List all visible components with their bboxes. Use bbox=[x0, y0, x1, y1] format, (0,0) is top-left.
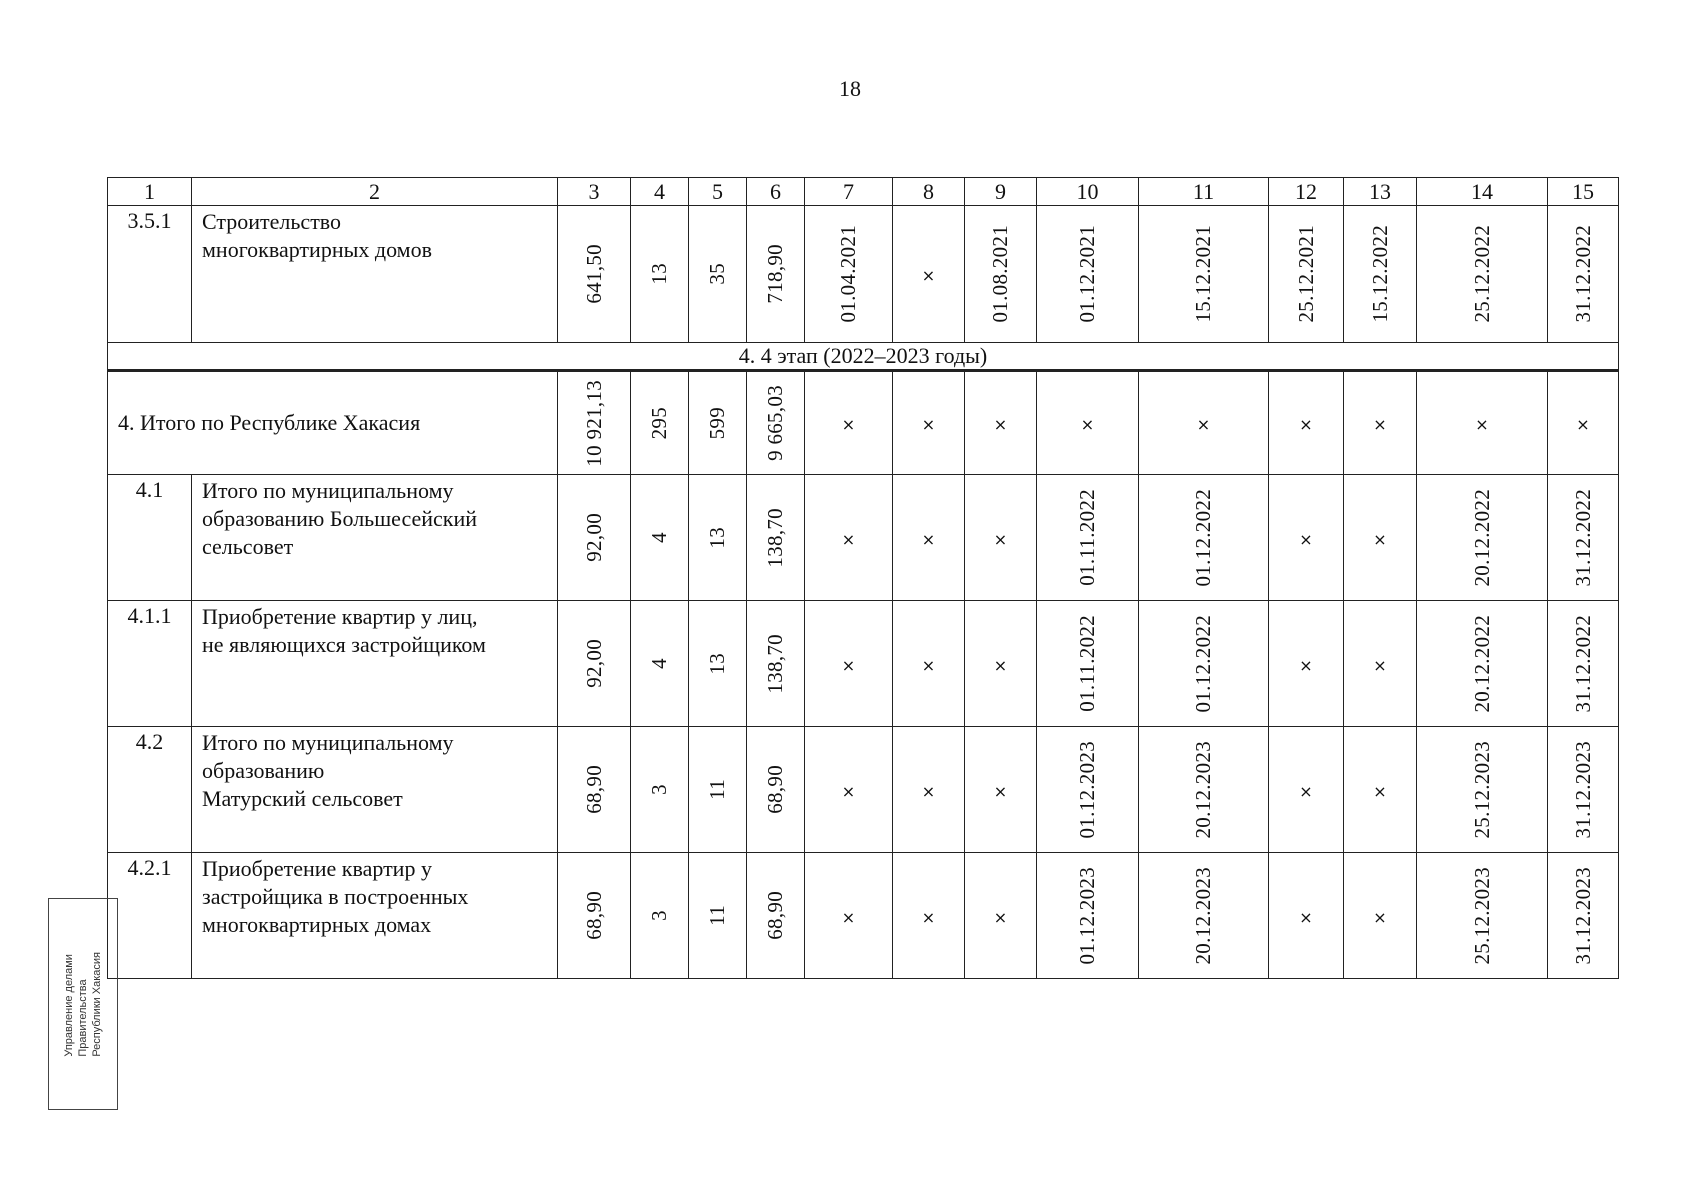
value-cell-12 bbox=[1269, 371, 1344, 475]
value-wrap bbox=[747, 634, 804, 694]
not-applicable-mark: × bbox=[993, 529, 1008, 549]
cell-value: 138,70 bbox=[763, 633, 787, 694]
value-wrap bbox=[689, 407, 746, 439]
header-cell bbox=[747, 178, 805, 206]
not-applicable-mark: × bbox=[993, 907, 1008, 927]
header-cell-label: 9 bbox=[995, 178, 1006, 204]
value-cell-14 bbox=[1417, 475, 1548, 601]
value-cell-11 bbox=[1139, 727, 1269, 853]
value-cell-9 bbox=[965, 601, 1037, 727]
cell-value: 20.12.2022 bbox=[1469, 488, 1494, 587]
not-applicable-mark: × bbox=[1080, 415, 1095, 434]
registration-stamp bbox=[48, 898, 118, 1110]
not-applicable-mark: × bbox=[841, 655, 856, 675]
cell-value: 25.12.2023 bbox=[1469, 866, 1494, 965]
cell-value: 25.12.2021 bbox=[1293, 225, 1318, 323]
cell-value: 599 bbox=[705, 406, 729, 440]
header-cell-label: 2 bbox=[369, 178, 380, 204]
stage-heading: 4. 4 этап (2022–2023 годы) bbox=[738, 343, 988, 368]
not-applicable-mark: × bbox=[1196, 415, 1211, 434]
cell-value: 01.12.2023 bbox=[1075, 866, 1099, 965]
not-applicable-mark: × bbox=[1475, 415, 1489, 434]
row-name-line: многоквартирных домов bbox=[202, 237, 432, 262]
value-wrap bbox=[558, 244, 630, 304]
value-wrap bbox=[1037, 741, 1138, 839]
row-name-line: Итого по муниципальному bbox=[202, 730, 454, 755]
row-number: 4.2.1 bbox=[127, 855, 172, 880]
cell-value: 01.12.2022 bbox=[1191, 614, 1215, 713]
value-wrap bbox=[965, 225, 1036, 323]
value-cell-15 bbox=[1548, 371, 1619, 475]
table-row bbox=[108, 371, 1619, 475]
page-number: 18 bbox=[839, 76, 861, 101]
not-applicable-mark: × bbox=[1299, 529, 1313, 549]
value-cell-15 bbox=[1548, 475, 1619, 601]
cell-value: 13 bbox=[647, 263, 671, 285]
row-name-cell bbox=[192, 206, 558, 343]
row-name-line: образованию Большесейский bbox=[202, 506, 478, 531]
value-cell-11 bbox=[1139, 475, 1269, 601]
value-cell-4 bbox=[631, 475, 689, 601]
cell-value: 13 bbox=[705, 652, 729, 675]
row-number-cell bbox=[108, 853, 192, 979]
row-name-cell bbox=[192, 475, 558, 601]
cell-value: 4 bbox=[647, 532, 671, 543]
cell-value: 11 bbox=[705, 779, 729, 800]
cell-value: 13 bbox=[705, 526, 729, 549]
value-cell-9 bbox=[965, 475, 1037, 601]
cell-value: 15.12.2022 bbox=[1367, 225, 1392, 323]
cell-value: 68,90 bbox=[763, 765, 787, 814]
value-cell-5 bbox=[689, 371, 747, 475]
cell-value: 01.04.2021 bbox=[836, 225, 860, 323]
cell-value: 25.12.2023 bbox=[1469, 740, 1494, 839]
header-cell bbox=[1037, 178, 1139, 206]
value-wrap bbox=[1548, 225, 1618, 323]
value-wrap bbox=[747, 385, 804, 461]
value-cell-9 bbox=[965, 853, 1037, 979]
value-wrap bbox=[1139, 489, 1268, 587]
value-cell-13 bbox=[1344, 206, 1417, 343]
value-cell-12 bbox=[1269, 475, 1344, 601]
table-row bbox=[108, 206, 1619, 343]
not-applicable-mark: × bbox=[841, 781, 856, 801]
value-cell-9 bbox=[965, 206, 1037, 343]
value-wrap bbox=[747, 765, 804, 814]
value-cell-4 bbox=[631, 206, 689, 343]
not-applicable-mark: × bbox=[1373, 781, 1387, 801]
value-cell-5 bbox=[689, 206, 747, 343]
not-applicable-mark: × bbox=[1299, 907, 1313, 927]
value-cell-13 bbox=[1344, 853, 1417, 979]
value-cell-7 bbox=[805, 727, 893, 853]
value-cell-3 bbox=[558, 601, 631, 727]
value-cell-13 bbox=[1344, 371, 1417, 475]
value-cell-4 bbox=[631, 727, 689, 853]
row-name-line: Приобретение квартир у bbox=[202, 856, 432, 881]
value-cell-10 bbox=[1037, 853, 1139, 979]
value-cell-5 bbox=[689, 853, 747, 979]
value-wrap bbox=[1269, 225, 1343, 323]
value-cell-15 bbox=[1548, 206, 1619, 343]
value-wrap bbox=[1548, 741, 1618, 839]
value-cell-6 bbox=[747, 206, 805, 343]
value-wrap bbox=[558, 765, 630, 814]
header-cell bbox=[1139, 178, 1269, 206]
row-number: 4.1.1 bbox=[127, 603, 172, 628]
value-cell-7 bbox=[805, 371, 893, 475]
cell-value: 4 bbox=[647, 658, 671, 669]
value-wrap bbox=[1037, 867, 1138, 965]
value-cell-11 bbox=[1139, 206, 1269, 343]
value-cell-13 bbox=[1344, 475, 1417, 601]
value-cell-10 bbox=[1037, 475, 1139, 601]
value-cell-5 bbox=[689, 475, 747, 601]
value-cell-8 bbox=[893, 206, 965, 343]
row-name-line: Итого по муниципальному bbox=[202, 478, 454, 503]
value-cell-12 bbox=[1269, 206, 1344, 343]
not-applicable-mark: × bbox=[1373, 655, 1387, 675]
cell-value: 3 bbox=[647, 784, 671, 795]
not-applicable-mark: × bbox=[841, 529, 856, 549]
cell-value: 9 665,03 bbox=[763, 385, 787, 461]
value-cell-3 bbox=[558, 371, 631, 475]
cell-value: 68,90 bbox=[763, 891, 787, 940]
row-number: 4.1 bbox=[135, 477, 164, 502]
value-wrap bbox=[1417, 867, 1547, 965]
cell-value: 10 921,13 bbox=[581, 379, 606, 467]
row-name-cell bbox=[192, 853, 558, 979]
stage-heading-cell bbox=[108, 343, 1619, 371]
value-wrap bbox=[1037, 615, 1138, 712]
value-wrap bbox=[1417, 489, 1547, 587]
row-name-line: Матурский сельсовет bbox=[202, 786, 403, 811]
value-cell-15 bbox=[1548, 853, 1619, 979]
value-cell-11 bbox=[1139, 601, 1269, 727]
value-cell-12 bbox=[1269, 853, 1344, 979]
row-name-line: многоквартирных домах bbox=[202, 912, 432, 937]
not-applicable-mark: × bbox=[1373, 415, 1387, 434]
value-wrap bbox=[1139, 867, 1268, 965]
cell-value: 15.12.2021 bbox=[1191, 225, 1215, 323]
value-wrap bbox=[1139, 741, 1268, 839]
value-cell-8 bbox=[893, 475, 965, 601]
cell-value: 641,50 bbox=[581, 244, 606, 304]
value-cell-14 bbox=[1417, 601, 1548, 727]
row-number: 3.5.1 bbox=[127, 208, 172, 233]
value-wrap bbox=[689, 779, 746, 800]
row-name-line: Строительство bbox=[202, 209, 342, 234]
value-cell-3 bbox=[558, 853, 631, 979]
header-cell bbox=[631, 178, 689, 206]
cell-value: 92,00 bbox=[581, 639, 606, 688]
value-cell-8 bbox=[893, 601, 965, 727]
value-cell-13 bbox=[1344, 601, 1417, 727]
total-name-cell bbox=[108, 371, 558, 475]
header-cell-label: 5 bbox=[712, 178, 723, 204]
row-name-line: образованию bbox=[202, 758, 325, 783]
table-row bbox=[108, 853, 1619, 979]
value-wrap bbox=[1037, 489, 1138, 586]
value-wrap bbox=[558, 891, 630, 940]
value-cell-14 bbox=[1417, 206, 1548, 343]
value-cell-3 bbox=[558, 727, 631, 853]
header-cell bbox=[558, 178, 631, 206]
header-cell-label: 1 bbox=[144, 178, 155, 204]
value-cell-5 bbox=[689, 601, 747, 727]
stamp-line: Правительства bbox=[77, 979, 89, 1057]
header-cell-label: 3 bbox=[588, 178, 600, 204]
value-cell-5 bbox=[689, 727, 747, 853]
cell-value: 01.12.2023 bbox=[1075, 740, 1099, 839]
value-wrap bbox=[558, 513, 630, 562]
cell-value: 01.08.2021 bbox=[988, 225, 1012, 323]
row-name-line: застройщика в построенных bbox=[202, 884, 469, 909]
cell-value: 718,90 bbox=[763, 244, 787, 304]
header-cell-label: 15 bbox=[1572, 178, 1594, 204]
row-name-line: не являющихся застройщиком bbox=[202, 632, 486, 657]
value-cell-12 bbox=[1269, 601, 1344, 727]
value-cell-10 bbox=[1037, 601, 1139, 727]
header-cell bbox=[108, 178, 192, 206]
row-name-cell bbox=[192, 727, 558, 853]
cell-value: 01.11.2022 bbox=[1075, 615, 1099, 712]
value-cell-4 bbox=[631, 601, 689, 727]
not-applicable-mark: × bbox=[993, 781, 1008, 801]
cell-value: 92,00 bbox=[581, 513, 606, 562]
value-wrap bbox=[689, 653, 746, 675]
cell-value: 31.12.2022 bbox=[1570, 614, 1595, 713]
row-name-line: Приобретение квартир у лиц, bbox=[202, 604, 478, 629]
value-cell-9 bbox=[965, 727, 1037, 853]
table-row bbox=[108, 601, 1619, 727]
row-number: 4.2 bbox=[135, 729, 164, 754]
row-number-cell bbox=[108, 475, 192, 601]
value-cell-6 bbox=[747, 601, 805, 727]
program-stages-table bbox=[107, 177, 1619, 979]
value-cell-11 bbox=[1139, 371, 1269, 475]
cell-value: 138,70 bbox=[763, 507, 787, 568]
row-number-cell bbox=[108, 601, 192, 727]
cell-value: 20.12.2023 bbox=[1191, 740, 1215, 839]
table-header-row bbox=[108, 178, 1619, 206]
value-cell-8 bbox=[893, 853, 965, 979]
header-cell-label: 12 bbox=[1295, 178, 1317, 204]
value-cell-15 bbox=[1548, 601, 1619, 727]
not-applicable-mark: × bbox=[921, 655, 936, 675]
value-wrap bbox=[689, 263, 746, 285]
value-cell-4 bbox=[631, 371, 689, 475]
value-cell-14 bbox=[1417, 371, 1548, 475]
value-wrap bbox=[805, 225, 892, 323]
stamp-line: Управление делами bbox=[63, 953, 75, 1057]
value-cell-13 bbox=[1344, 727, 1417, 853]
value-wrap bbox=[631, 532, 688, 543]
value-wrap bbox=[747, 508, 804, 568]
value-cell-8 bbox=[893, 371, 965, 475]
row-name-line: сельсовет bbox=[202, 534, 294, 559]
not-applicable-mark: × bbox=[921, 781, 936, 801]
not-applicable-mark: × bbox=[1373, 907, 1387, 927]
cell-value: 31.12.2022 bbox=[1570, 488, 1595, 587]
value-cell-14 bbox=[1417, 853, 1548, 979]
total-name: 4. Итого по Республике Хакасия bbox=[118, 410, 421, 435]
value-cell-9 bbox=[965, 371, 1037, 475]
not-applicable-mark: × bbox=[1299, 655, 1313, 675]
value-wrap bbox=[631, 910, 688, 921]
table-row bbox=[108, 727, 1619, 853]
value-cell-7 bbox=[805, 475, 893, 601]
header-cell bbox=[893, 178, 965, 206]
header-cell-label: 8 bbox=[923, 178, 934, 204]
table-row bbox=[108, 475, 1619, 601]
stamp-line: Республики Хакасия bbox=[91, 951, 103, 1057]
value-wrap bbox=[1417, 225, 1547, 323]
value-cell-11 bbox=[1139, 853, 1269, 979]
value-cell-7 bbox=[805, 601, 893, 727]
not-applicable-mark: × bbox=[993, 655, 1008, 675]
cell-value: 31.12.2022 bbox=[1570, 225, 1595, 323]
header-cell bbox=[689, 178, 747, 206]
cell-value: 20.12.2022 bbox=[1469, 614, 1494, 713]
value-wrap bbox=[689, 527, 746, 549]
value-cell-7 bbox=[805, 853, 893, 979]
cell-value: 25.12.2022 bbox=[1469, 225, 1494, 323]
cell-value: 01.12.2022 bbox=[1191, 488, 1215, 587]
cell-value: 295 bbox=[647, 406, 671, 440]
not-applicable-mark: × bbox=[921, 529, 936, 549]
not-applicable-mark: × bbox=[921, 266, 936, 285]
not-applicable-mark: × bbox=[1299, 781, 1313, 801]
header-cell bbox=[1344, 178, 1417, 206]
value-wrap bbox=[558, 639, 630, 688]
value-cell-14 bbox=[1417, 727, 1548, 853]
table-row bbox=[108, 343, 1619, 371]
value-wrap bbox=[1037, 225, 1138, 323]
value-wrap bbox=[1139, 225, 1268, 323]
value-wrap bbox=[689, 905, 746, 926]
stamp-text bbox=[62, 952, 104, 1057]
not-applicable-mark: × bbox=[841, 415, 856, 434]
value-cell-6 bbox=[747, 371, 805, 475]
row-number-cell bbox=[108, 727, 192, 853]
value-cell-8 bbox=[893, 727, 965, 853]
not-applicable-mark: × bbox=[993, 415, 1008, 434]
not-applicable-mark: × bbox=[1373, 529, 1387, 549]
header-cell-label: 13 bbox=[1369, 178, 1391, 204]
value-wrap bbox=[1548, 867, 1618, 965]
value-cell-3 bbox=[558, 206, 631, 343]
value-wrap bbox=[1417, 615, 1547, 713]
header-cell-label: 11 bbox=[1192, 178, 1215, 204]
value-cell-3 bbox=[558, 475, 631, 601]
header-cell bbox=[1417, 178, 1548, 206]
value-wrap bbox=[1548, 489, 1618, 587]
cell-value: 68,90 bbox=[581, 765, 606, 814]
row-number-cell bbox=[108, 206, 192, 343]
value-cell-10 bbox=[1037, 206, 1139, 343]
header-cell bbox=[1269, 178, 1344, 206]
value-wrap bbox=[631, 784, 688, 795]
value-wrap bbox=[631, 658, 688, 669]
not-applicable-mark: × bbox=[921, 907, 936, 927]
cell-value: 01.11.2022 bbox=[1075, 489, 1099, 586]
value-wrap bbox=[631, 263, 688, 285]
not-applicable-mark: × bbox=[841, 907, 856, 927]
value-cell-7 bbox=[805, 206, 893, 343]
not-applicable-mark: × bbox=[1576, 415, 1590, 434]
cell-value: 01.12.2021 bbox=[1075, 225, 1099, 323]
value-cell-10 bbox=[1037, 727, 1139, 853]
value-cell-6 bbox=[747, 853, 805, 979]
not-applicable-mark: × bbox=[921, 415, 936, 434]
header-cell-label: 4 bbox=[654, 178, 665, 204]
cell-value: 20.12.2023 bbox=[1191, 866, 1215, 965]
value-wrap bbox=[1417, 741, 1547, 839]
value-cell-15 bbox=[1548, 727, 1619, 853]
value-wrap bbox=[1139, 615, 1268, 713]
value-cell-10 bbox=[1037, 371, 1139, 475]
header-cell-label: 10 bbox=[1076, 178, 1099, 204]
value-cell-4 bbox=[631, 853, 689, 979]
value-cell-12 bbox=[1269, 727, 1344, 853]
value-wrap bbox=[747, 244, 804, 304]
cell-value: 35 bbox=[705, 263, 729, 285]
header-cell-label: 14 bbox=[1471, 178, 1493, 204]
value-cell-6 bbox=[747, 727, 805, 853]
cell-value: 3 bbox=[647, 910, 671, 921]
header-cell bbox=[805, 178, 893, 206]
header-cell bbox=[192, 178, 558, 206]
value-cell-6 bbox=[747, 475, 805, 601]
cell-value: 68,90 bbox=[581, 891, 606, 940]
header-cell-label: 7 bbox=[843, 178, 854, 204]
cell-value: 11 bbox=[705, 905, 729, 926]
value-wrap bbox=[558, 380, 630, 467]
value-wrap bbox=[747, 891, 804, 940]
row-name-cell bbox=[192, 601, 558, 727]
value-wrap bbox=[1344, 225, 1416, 323]
not-applicable-mark: × bbox=[1299, 415, 1313, 434]
cell-value: 31.12.2023 bbox=[1570, 866, 1595, 965]
value-wrap bbox=[1548, 615, 1618, 713]
value-wrap bbox=[631, 407, 688, 439]
header-cell-label: 6 bbox=[770, 178, 781, 204]
header-cell bbox=[965, 178, 1037, 206]
cell-value: 31.12.2023 bbox=[1570, 740, 1595, 839]
header-cell bbox=[1548, 178, 1619, 206]
